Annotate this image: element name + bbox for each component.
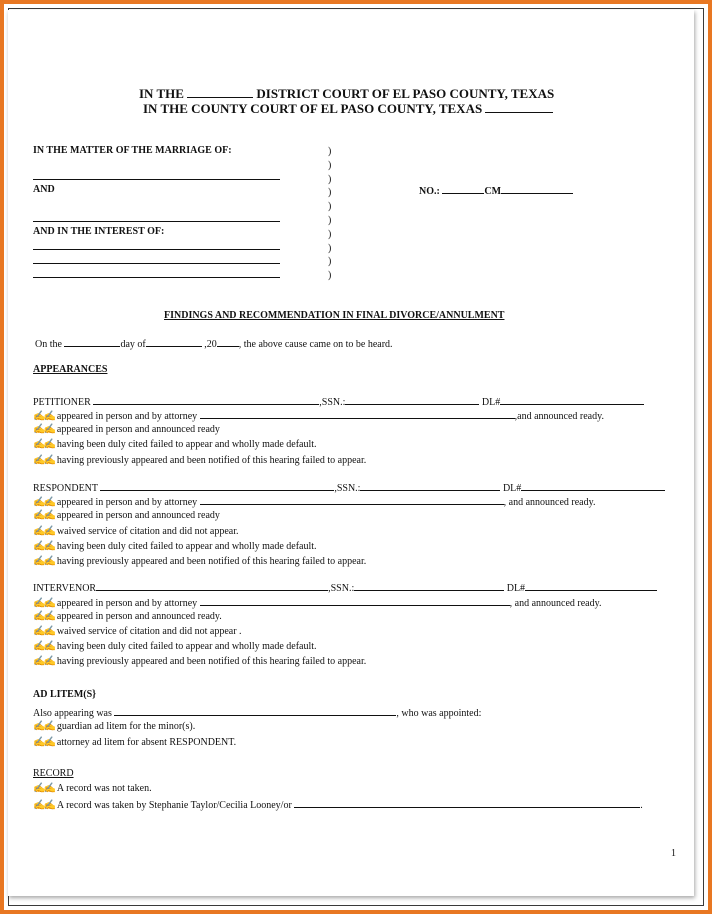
- page-number: 1: [671, 848, 676, 859]
- checkbox-icon[interactable]: ✍✍: [33, 510, 54, 521]
- petitioner-ssn-blank[interactable]: [345, 395, 479, 405]
- respondent-name-blank[interactable]: [100, 481, 334, 491]
- no-label: NO.:: [419, 186, 440, 197]
- intervenor-label: INTERVENOR: [33, 583, 97, 594]
- checkbox-icon[interactable]: ✍✍: [33, 556, 54, 567]
- petitioner-line: PETITIONER ,SSN.: DL#: [33, 395, 644, 408]
- child3-line: [33, 277, 280, 278]
- appearances-heading: APPEARANCES: [33, 364, 108, 375]
- intervenor-option-2[interactable]: ✍✍ appeared in person and announced ready.: [33, 611, 222, 622]
- respondent-line: RESPONDENT ,SSN.: DL#: [33, 481, 665, 494]
- document-page: [8, 10, 694, 896]
- cm-blank[interactable]: [501, 184, 573, 194]
- record-heading: RECORD: [33, 768, 74, 779]
- checkbox-icon[interactable]: ✍✍: [33, 439, 54, 450]
- checkbox-icon[interactable]: ✍✍: [33, 737, 54, 748]
- month-blank[interactable]: [146, 337, 202, 347]
- checkbox-icon[interactable]: ✍✍: [33, 541, 54, 552]
- party2-line: [33, 221, 280, 222]
- court-line-2: [143, 101, 553, 117]
- ad-litem-line: Also appearing was , who was appointed:: [33, 708, 482, 719]
- petitioner-label: PETITIONER: [33, 397, 91, 408]
- intervenor-line: INTERVENOR ,SSN.: DL#: [33, 581, 657, 594]
- day-blank[interactable]: [64, 337, 120, 347]
- matter-label: IN THE MATTER OF THE MARRIAGE OF:: [33, 145, 232, 156]
- intervenor-option-5[interactable]: ✍✍ having previously appeared and been notified of this hearing failed to appear.: [33, 656, 367, 667]
- respondent-label: RESPONDENT: [33, 483, 98, 494]
- checkbox-icon[interactable]: ✍✍: [33, 783, 54, 794]
- checkbox-icon[interactable]: ✍✍: [33, 497, 54, 508]
- and-label: AND: [33, 184, 55, 195]
- intervenor-option-4[interactable]: ✍✍ having been duly cited failed to appear and wholly made default.: [33, 641, 317, 652]
- case-number: [419, 184, 573, 197]
- petitioner-name-blank[interactable]: [93, 395, 319, 405]
- ad-litem-option-2[interactable]: ✍✍ attorney ad litem for absent RESPONDENT.: [33, 737, 237, 748]
- checkbox-icon[interactable]: ✍✍: [33, 598, 54, 609]
- intervenor-dl-blank[interactable]: [525, 581, 657, 591]
- respondent-option-2[interactable]: ✍✍ appeared in person and announced ready: [33, 510, 220, 521]
- checkbox-icon[interactable]: ✍✍: [33, 626, 54, 637]
- intervenor-attorney-blank[interactable]: [200, 596, 510, 606]
- intervenor-option-3[interactable]: ✍✍ waived service of citation and did not appear .: [33, 626, 242, 637]
- record-option-2[interactable]: ✍✍ A record was taken by Stephanie Taylor/Cecilia Looney/or .: [33, 800, 643, 811]
- checkbox-icon[interactable]: ✍✍: [33, 526, 54, 537]
- petitioner-option-3[interactable]: ✍✍ having been duly cited failed to appear and wholly made default.: [33, 439, 317, 450]
- respondent-option-1[interactable]: ✍✍ appeared in person and by attorney , and announced ready.: [33, 497, 596, 508]
- case-number-blank[interactable]: [442, 184, 484, 194]
- checkbox-icon[interactable]: ✍✍: [33, 721, 54, 732]
- court-line-1-prefix: IN THE: [139, 86, 184, 101]
- interest-label: AND IN THE INTEREST OF:: [33, 226, 165, 237]
- checkbox-icon[interactable]: ✍✍: [33, 800, 54, 811]
- record-option-1[interactable]: ✍✍ A record was not taken.: [33, 783, 152, 794]
- court-number-blank: [187, 88, 253, 98]
- intervenor-option-1[interactable]: ✍✍ appeared in person and by attorney , and announced ready.: [33, 598, 602, 609]
- court-line-1-suffix: DISTRICT COURT OF EL PASO COUNTY, TEXAS: [256, 86, 555, 101]
- checkbox-icon[interactable]: ✍✍: [33, 611, 54, 622]
- party1-line: [33, 179, 280, 180]
- ad-litem-name-blank[interactable]: [114, 706, 396, 716]
- petitioner-option-2[interactable]: ✍✍ appeared in person and announced ready: [33, 424, 220, 435]
- checkbox-icon[interactable]: ✍✍: [33, 455, 54, 466]
- petitioner-option-4[interactable]: ✍✍ having previously appeared and been notified of this hearing failed to appear.: [33, 455, 367, 466]
- respondent-option-3[interactable]: ✍✍ waived service of citation and did not appear.: [33, 526, 239, 537]
- hearing-date-line: On the day of ,20 , the above cause came on to be heard.: [35, 339, 393, 350]
- ad-litem-option-1[interactable]: ✍✍ guardian ad litem for the minor(s).: [33, 721, 196, 732]
- petitioner-option-1[interactable]: ✍✍ appeared in person and by attorney ,and announced ready.: [33, 411, 604, 422]
- child1-line: [33, 249, 280, 250]
- child2-line: [33, 263, 280, 264]
- cm-label: CM: [484, 186, 502, 197]
- petitioner-dl-blank[interactable]: [500, 395, 644, 405]
- reporter-blank[interactable]: [294, 798, 640, 808]
- respondent-attorney-blank[interactable]: [200, 495, 504, 505]
- intervenor-name-blank[interactable]: [96, 581, 328, 591]
- year-blank[interactable]: [217, 337, 239, 347]
- checkbox-icon[interactable]: ✍✍: [33, 641, 54, 652]
- intervenor-ssn-blank[interactable]: [354, 581, 504, 591]
- ad-litem-heading: AD LITEM(S}: [33, 689, 97, 700]
- court-line-1: [139, 86, 554, 102]
- caption-parens: ) ) ) ) ) ) ) ) ) ): [328, 146, 332, 282]
- checkbox-icon[interactable]: ✍✍: [33, 424, 54, 435]
- respondent-option-5[interactable]: ✍✍ having previously appeared and been notified of this hearing failed to appear.: [33, 556, 367, 567]
- checkbox-icon[interactable]: ✍✍: [33, 656, 54, 667]
- respondent-option-4[interactable]: ✍✍ having been duly cited failed to appear and wholly made default.: [33, 541, 317, 552]
- checkbox-icon[interactable]: ✍✍: [33, 411, 54, 422]
- court-line-2-text: IN THE COUNTY COURT OF EL PASO COUNTY, TEXAS: [143, 101, 483, 116]
- respondent-dl-blank[interactable]: [521, 481, 665, 491]
- respondent-ssn-blank[interactable]: [360, 481, 500, 491]
- document-title: FINDINGS AND RECOMMENDATION IN FINAL DIVORCE/ANNULMENT: [164, 310, 505, 321]
- county-court-blank: [485, 103, 553, 113]
- petitioner-attorney-blank[interactable]: [200, 409, 515, 419]
